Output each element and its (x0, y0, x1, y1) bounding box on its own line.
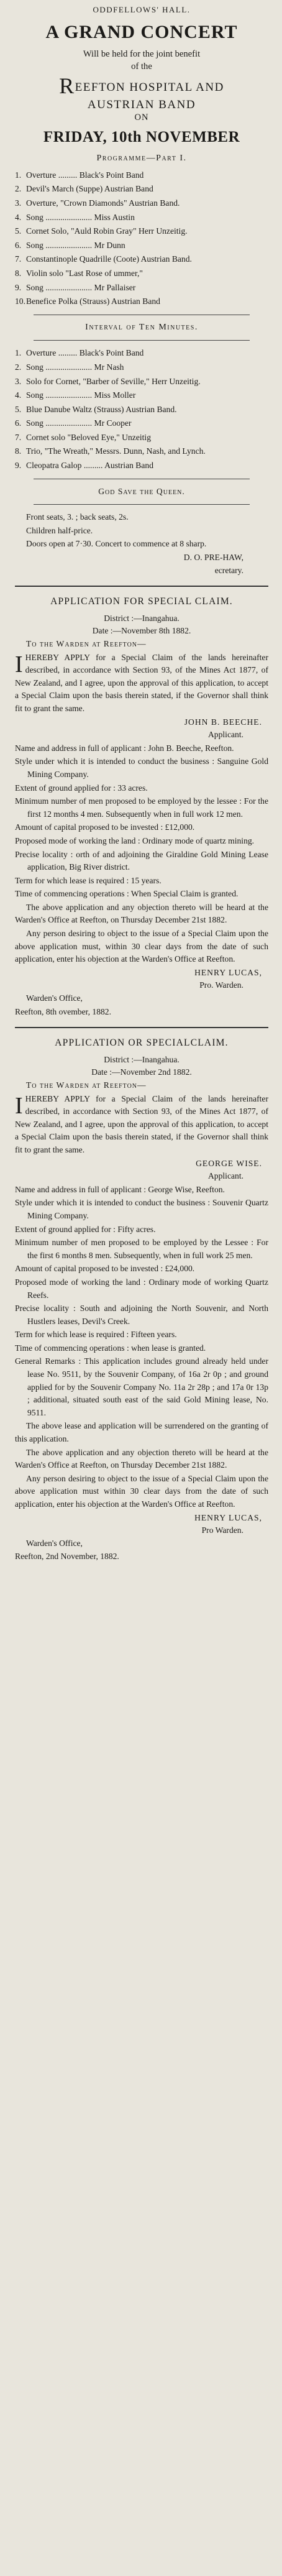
programme-item (15, 347, 268, 360)
god-save-the-queen: God Save the Queen. (98, 486, 185, 496)
claim-field: Extent of ground applied for : 33 acres. (15, 783, 148, 793)
claim-fields (15, 742, 268, 901)
programme-item (15, 211, 268, 224)
applicant-label: Applicant. (207, 730, 243, 740)
item-number: 6. (15, 418, 22, 428)
item-number: 4. (15, 390, 22, 400)
special-claim-application-1 (15, 596, 268, 1018)
band-name: AUSTRIAN BAND (87, 98, 196, 111)
claim-district: District :—Inangahua. (104, 1054, 180, 1064)
item-text: Benefice Polka (Strauss) Austrian Band (26, 297, 160, 306)
seat-prices: Front seats, 3. ; back seats, 2s. (26, 512, 129, 522)
warden-title: Pro. Warden. (199, 980, 243, 990)
divider (34, 504, 250, 505)
children-price: Children half-price. (26, 525, 93, 535)
claim-field: Proposed mode of working the land : Ordinary mode of quartz mining. (15, 835, 255, 845)
concert-date: FRIDAY, 10th NOVEMBER (43, 129, 240, 146)
item-number: 2. (15, 362, 22, 372)
signer-title: ecretary. (214, 565, 243, 575)
claim-field: Term for which lease is required : 15 years. (15, 875, 161, 885)
programme-item (15, 403, 268, 416)
item-text: Song ...................... Mr Nash (26, 362, 124, 372)
concert-headline: A GRAND CONCERT (45, 21, 238, 42)
claim-hearing: The above application and any objection thereto will be heard at the Warden's Office at Reefton, on Thursday December 21st 1882. (15, 1447, 268, 1470)
item-text: Song ...................... Mr Pallaiser (26, 282, 136, 292)
claim-field: General Remarks : This application includes ground already held under lease No. 9511, by the Souvenir Company, of 16a 2r 0p ; and ground applied for by the Souvenir Company No. 11a 2r 28p ; and 17a 0r 13p ; additional, situated south east of the said Gold Mining lease, No. 9511. (15, 1356, 268, 1417)
programme-item (15, 253, 268, 266)
item-number: 7. (15, 432, 22, 442)
warden-office-date: Reefton, 2nd November, 1882. (15, 1552, 119, 1562)
item-number: 10. (15, 297, 25, 306)
programme-title: Programme—Part I. (96, 154, 187, 163)
claim-field: Time of commencing operations : when lease is granted. (15, 1343, 206, 1353)
programme-part-1 (15, 169, 268, 308)
claim-fields (15, 1184, 268, 1420)
claim-field: Precise locality : South and adjoining the North Souvenir, and North Hustlers leases, Devil's Creek. (15, 1304, 268, 1326)
item-text: Overture ......... Black's Point Band (26, 348, 144, 358)
programme-item (15, 389, 268, 402)
warden-title: Pro Warden. (201, 1525, 243, 1535)
item-number: 8. (15, 446, 22, 456)
on-label: ON (134, 113, 149, 123)
programme-item (15, 183, 268, 196)
applicant-name: JOHN B. BEECHE. (184, 717, 262, 727)
programme-item (15, 282, 268, 295)
programme-part-2 (15, 347, 268, 472)
claim-addressee: To the Warden at Reefton— (26, 1080, 147, 1090)
applicant-label: Applicant. (207, 1171, 243, 1181)
item-number: 8. (15, 268, 22, 278)
claim-objection: Any person desiring to object to the issue of a Special Claim upon the above application must, within 30 clear days from the date of such application, enter his objection at the Warden's Office at Reefton. (15, 929, 268, 964)
claim-field: Minimum number of men proposed to be employed by the lessee : For the first 12 months 4 men. Subsequently when in full work 12 men. (15, 796, 268, 819)
item-text: Cornet Solo, "Auld Robin Gray" Herr Unzeitig. (26, 226, 188, 236)
item-number: 2. (15, 184, 22, 194)
programme-item (15, 431, 268, 444)
warden-office: Warden's Office, (26, 993, 83, 1003)
doors-open: Doors open at 7·30. Concert to commence at 8 sharp. (26, 539, 207, 549)
item-text: Song ...................... Miss Moller (26, 390, 136, 400)
item-text: Violin solo "Last Rose of ummer," (26, 268, 143, 278)
programme-item (15, 197, 268, 210)
concert-subhead: Will be held for the joint benefit (83, 48, 201, 59)
item-number: 4. (15, 212, 22, 222)
drop-cap: I (15, 651, 23, 678)
programme-item (15, 361, 268, 374)
claim-surrender: The above lease and application will be surrendered on the granting of this application. (15, 1421, 268, 1444)
item-number: 5. (15, 226, 22, 236)
item-number: 7. (15, 254, 22, 264)
item-text: Solo for Cornet, "Barber of Seville," Herr Unzeitig. (26, 376, 201, 386)
programme-item (15, 445, 268, 458)
claim-field: Minimum number of men proposed to be employed by the Lessee : For the first 6 months 8 men. Subsequently, when in full work 25 men. (15, 1238, 268, 1260)
claim-title: APPLICATION FOR SPECIAL CLAIM. (50, 596, 233, 607)
item-text: Song ...................... Mr Cooper (26, 418, 132, 428)
item-text: Overture ......... Black's Point Band (26, 170, 144, 180)
claim-field: Proposed mode of working the land : Ordinary mode of working Quartz Reefs. (15, 1277, 268, 1300)
item-number: 9. (15, 461, 22, 471)
programme-item (15, 417, 268, 430)
item-text: Blue Danube Waltz (Strauss) Austrian Band. (26, 404, 177, 414)
venue-heading: ODDFELLOWS' HALL. (93, 5, 191, 14)
drop-cap: I (15, 1092, 23, 1119)
claim-title: APPLICATION OR SPECIALCLAIM. (55, 1037, 229, 1049)
item-text: Song ...................... Mr Dunn (26, 240, 125, 250)
hospital-initial: R (59, 73, 75, 98)
claim-date: Date :—November 8th 1882. (92, 626, 191, 636)
item-text: Constantinople Quadrille (Coote) Austrian Band. (26, 254, 192, 264)
claim-field: Name and address in full of applicant : George Wise, Reefton. (15, 1184, 225, 1194)
interval-heading: Interval of Ten Minutes. (85, 322, 198, 332)
section-divider (15, 1027, 268, 1028)
item-number: 3. (15, 376, 22, 386)
programme-item (15, 267, 268, 280)
item-number: 1. (15, 170, 22, 180)
warden-office-date: Reefton, 8th ovember, 1882. (15, 1006, 111, 1016)
hospital-line (15, 73, 268, 98)
claim-field: Extent of ground applied for : Fifty acres. (15, 1224, 156, 1234)
claim-body-text: HEREBY APPLY for a Special Claim of the lands hereinafter described, in accordance with Section 93, of the Mines Act 1877, of New Zealand, and I agree, upon the approval of this application, to accept a Special Claim upon the basis therein stated, if the Governor shall think fit to grant the same. (15, 1093, 268, 1154)
claim-hearing: The above application and any objection thereto will be heard at the Warden's Office at Reefton, on Thursday December 21st 1882. (15, 902, 268, 925)
claim-district: District :—Inangahua. (104, 613, 180, 623)
programme-item (15, 169, 268, 182)
claim-date: Date :—November 2nd 1882. (91, 1067, 192, 1077)
programme-item (15, 375, 268, 389)
concert-advertisement (15, 4, 268, 577)
claim-field: Amount of capital proposed to be invested : £24,000. (15, 1264, 195, 1274)
claim-body-text: HEREBY APPLY for a Special Claim of the lands hereinafter described, in accordance with Section 93, of the Mines Act 1877, of New Zealand, and I agree, upon the approval of this application, to accept a Special Claim upon the basis therein stated, if the Governor shall think fit to grant the same. (15, 652, 268, 713)
divider (34, 340, 250, 341)
item-text: Cleopatra Galop ......... Austrian Band (26, 461, 154, 471)
programme-item (15, 239, 268, 252)
programme-item (15, 295, 268, 308)
claim-field: Amount of capital proposed to be invested : £12,000. (15, 822, 195, 832)
programme-item (15, 459, 268, 472)
programme-item (15, 225, 268, 238)
signer-name: D. O. PRE-HAW, (183, 553, 243, 563)
claim-field: Name and address in full of applicant : John B. Beeche, Reefton. (15, 743, 234, 753)
item-text: Trio, "The Wreath," Messrs. Dunn, Nash, and Lynch. (26, 446, 206, 456)
claim-body (15, 1093, 268, 1157)
item-number: 5. (15, 404, 22, 414)
claim-field: Style under which it is intended to conduct the business : Sanguine Gold Mining Company. (15, 757, 268, 779)
hospital-name: EEFTON HOSPITAL AND (75, 80, 224, 94)
special-claim-application-2 (15, 1037, 268, 1563)
item-text: Song ...................... Miss Austin (26, 212, 135, 222)
claim-field: Precise locality : orth of and adjoining the Giraldine Gold Mining Lease application, Big River district. (15, 849, 268, 872)
claim-objection: Any person desiring to object to the issue of a Special Claim upon the above application must within 30 clear days from the date of such application, enter his objection at the Warden's Office at Reefton. (15, 1473, 268, 1509)
item-text: Overture, "Crown Diamonds" Austrian Band. (26, 198, 180, 208)
claim-field: Time of commencing operations : When Special Claim is granted. (15, 889, 239, 899)
claim-field: Term for which lease is required : Fifteen years. (15, 1330, 177, 1340)
item-text: Devil's March (Suppe) Austrian Band (26, 184, 153, 194)
warden-name: HENRY LUCAS, (194, 1512, 262, 1522)
claim-addressee: To the Warden at Reefton— (26, 639, 147, 648)
item-number: 3. (15, 198, 22, 208)
concert-of-the: of the (131, 61, 152, 71)
section-divider (15, 586, 268, 587)
item-number: 6. (15, 240, 22, 250)
item-number: 9. (15, 282, 22, 292)
warden-office: Warden's Office, (26, 1538, 83, 1548)
item-number: 1. (15, 348, 22, 358)
applicant-name: GEORGE WISE. (196, 1158, 262, 1168)
warden-name: HENRY LUCAS, (194, 967, 262, 977)
claim-body (15, 651, 268, 715)
item-text: Cornet solo "Beloved Eye," Unzeitig (26, 432, 151, 442)
claim-field: Style under which it is intended to conduct the business : Souvenir Quartz Mining Company. (15, 1198, 268, 1220)
advertisement-column (15, 4, 268, 1563)
